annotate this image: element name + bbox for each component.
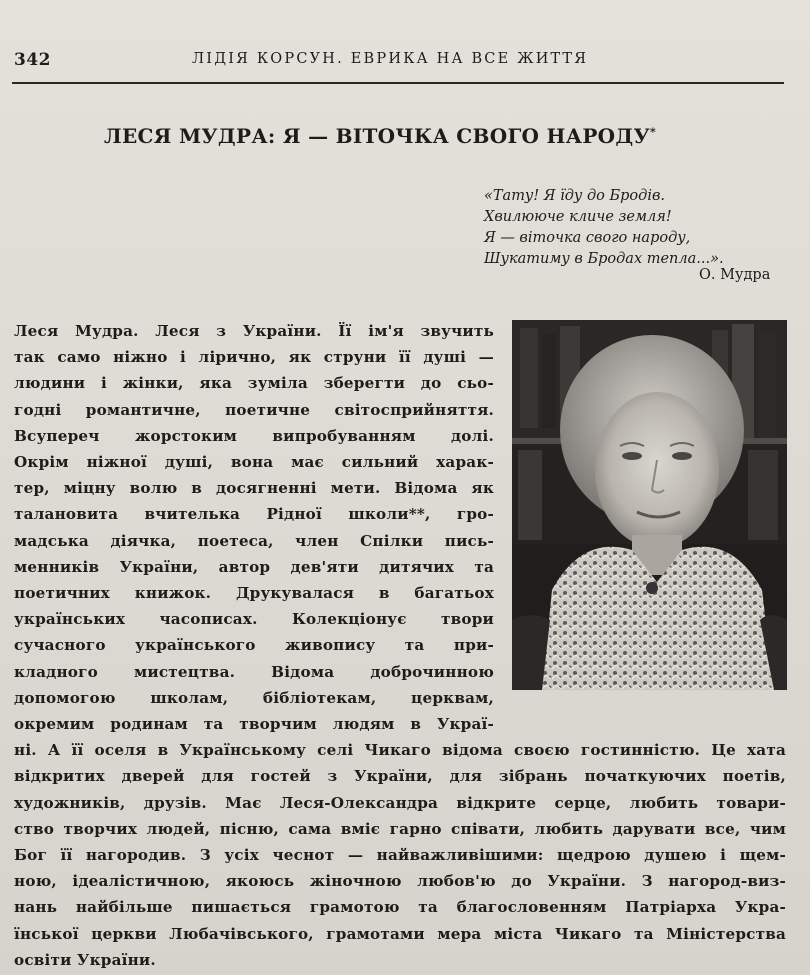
running-head	[14, 48, 784, 74]
body-line: Бог її нагородив. З усіх чеснот — найважливішими: щедрою душею і щем-	[14, 846, 786, 865]
body-line: мадська діячка, поетеса, член Спілки пись-	[14, 531, 494, 550]
body-line: відкритих дверей для гостей з України, для зібрань початкуючих поетів,	[14, 767, 786, 786]
body-line: талановита вчителька Рідної школи**, гро-	[14, 505, 494, 524]
body-line: людини і жінки, яка зуміла зберегти до сьо-	[14, 374, 494, 393]
epigraph-line: Шукатиму в Бродах тепла...».	[484, 251, 724, 267]
body-line: окремим родинам та творчим людям в Украї-	[14, 715, 494, 734]
body-line: освіти України.	[14, 950, 156, 969]
article-title	[104, 124, 714, 148]
body-line: годні романтичне, поетичне світосприйняття.	[14, 400, 494, 419]
body-line: українських часописах. Колекціонує твори	[14, 610, 494, 629]
body-line: сучасного українського живопису та при-	[14, 636, 494, 655]
epigraph-author: О. Мудра	[699, 267, 771, 283]
page-number: 342	[14, 50, 51, 70]
body-line: тер, міцну волю в досягненні мети. Відома як	[14, 479, 494, 498]
body-line: ство творчих людей, пісню, сама вміє гарно співати, любить дарувати все, чим	[14, 819, 786, 838]
footnote-mark: *	[650, 125, 657, 139]
body-line: допомогою школам, бібліотекам, церквам,	[14, 688, 494, 707]
body-line: Всупереч жорстоким випробуванням долі.	[14, 426, 494, 445]
body-line: Леся Мудра. Леся з України. Її ім'я звучить	[14, 322, 494, 340]
running-title: ЛІДІЯ КОРСУН. ЕВРИКА НА ВСЕ ЖИТТЯ	[192, 51, 589, 67]
article-body	[14, 318, 786, 973]
epigraph-line: «Тату! Я їду до Бродів.	[484, 188, 666, 204]
epigraph-line: Хвилююче кличе земля!	[484, 209, 672, 225]
article-title-text: ЛЕСЯ МУДРА: Я — ВІТОЧКА СВОГО НАРОДУ	[104, 124, 651, 148]
epigraph	[484, 186, 784, 270]
body-line: так само ніжно і лірично, як струни її душі —	[14, 348, 494, 367]
body-line: художників, друзів. Має Леся-Олександра відкрите серце, любить товари-	[14, 793, 786, 812]
body-line: ною, ідеалістичною, якоюсь жіночною любов'ю до України. З нагород-виз-	[14, 872, 786, 891]
body-line: кладного мистецтва. Відома доброчинною	[14, 662, 494, 681]
epigraph-line: Я — віточка свого народу,	[484, 230, 691, 246]
body-line: Окрім ніжної душі, вона має сильний харак-	[14, 453, 494, 472]
body-line: їнської церкви Любачівського, грамотами мера міста Чикаго та Міністерства	[14, 924, 786, 943]
body-line: ні. А її оселя в Українському селі Чикаго відома своєю гостинністю. Це хата	[14, 741, 786, 760]
body-line: менників України, автор дев'яти дитячих та	[14, 557, 494, 576]
body-line: нань найбільше пишається грамотою та благословенням Патріарха Укра-	[14, 898, 786, 917]
body-line: поетичних книжок. Друкувалася в багатьох	[14, 584, 494, 603]
header-rule	[12, 82, 784, 84]
